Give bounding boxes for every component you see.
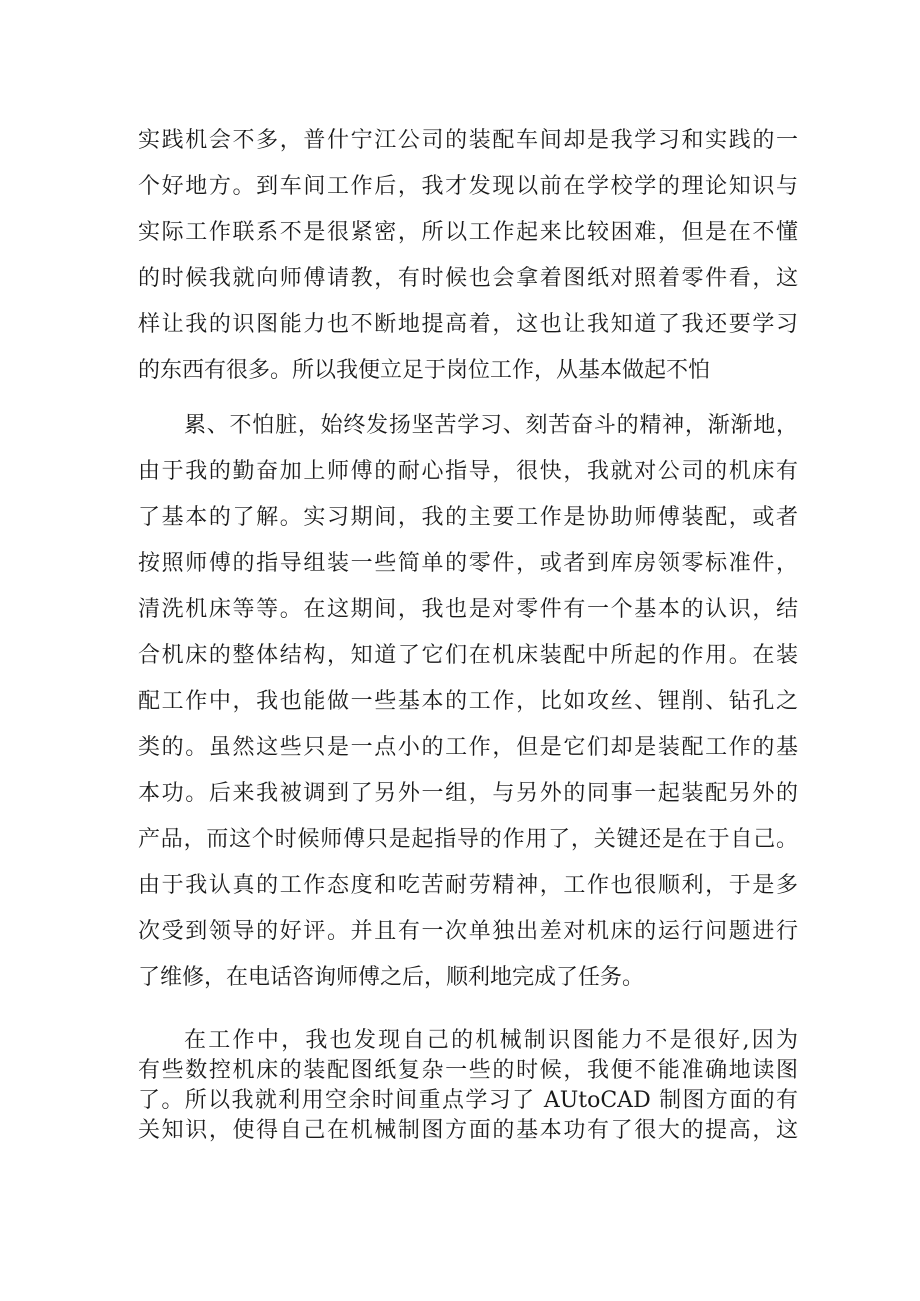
text-line: 按照师傅的指导组装一些简单的零件，或者到库房领零标准件， xyxy=(138,551,798,576)
text-line: 在工作中，我也发现自己的机械制识图能力不是很好,因为 xyxy=(184,1028,798,1053)
text-line: 清洗机床等等。在这期间，我也是对零件有一个基本的认识，结 xyxy=(138,597,798,622)
text-line: 实际工作联系不是很紧密，所以工作起来比较困难，但是在不懂 xyxy=(138,220,798,245)
text-line: 样让我的识图能力也不断地提高着，这也让我知道了我还要学习 xyxy=(138,312,798,337)
text-line: 的时候我就向师傅请教，有时候也会拿着图纸对照着零件看，这 xyxy=(138,266,798,291)
paragraph-3 xyxy=(138,1026,798,1146)
text-line: 由于我的勤奋加上师傅的耐心指导，很快，我就对公司的机床有 xyxy=(138,459,798,484)
text-line: 产品，而这个时候师傅只是起指导的作用了，关键还是在于自己。 xyxy=(138,827,798,852)
text-line: 了基本的了解。实习期间，我的主要工作是协助师傅装配，或者 xyxy=(138,505,798,530)
text-line: 了。所以我就利用空余时间重点学习了 AUtoCAD 制图方面的有 xyxy=(138,1088,798,1113)
text-line: 实践机会不多，普什宁江公司的装配车间却是我学习和实践的一 xyxy=(138,128,798,153)
text-line: 次受到领导的好评。并且有一次单独出差对机床的运行问题进行 xyxy=(138,919,798,944)
text-line: 累、不怕脏，始终发扬坚苦学习、刻苦奋斗的精神，渐渐地， xyxy=(184,413,798,438)
text-line: 的东西有很多。所以我便立足于岗位工作，从基本做起不怕 xyxy=(138,358,711,383)
text-line: 配工作中，我也能做一些基本的工作，比如攻丝、锂削、钻孔之 xyxy=(138,689,798,714)
text-line: 由于我认真的工作态度和吃苦耐劳精神，工作也很顺利，于是多 xyxy=(138,873,798,898)
text-line: 了维修，在电话咨询师傅之后，顺利地完成了任务。 xyxy=(138,965,645,990)
text-line: 合机床的整体结构，知道了它们在机床装配中所起的作用。在装 xyxy=(138,643,798,668)
text-line: 本功。后来我被调到了另外一组，与另外的同事一起装配另外的 xyxy=(138,781,798,806)
text-line: 有些数控机床的装配图纸复杂一些的时候，我便不能准确地读图 xyxy=(138,1058,798,1083)
paragraph-1 xyxy=(138,118,798,394)
text-line: 类的。虽然这些只是一点小的工作，但是它们却是装配工作的基 xyxy=(138,735,798,760)
text-line: 个好地方。到车间工作后，我才发现以前在学校学的理论知识与 xyxy=(138,174,798,199)
paragraph-2 xyxy=(138,403,798,1001)
text-line: 关知识，使得自己在机械制图方面的基本功有了很大的提高，这 xyxy=(138,1118,798,1143)
